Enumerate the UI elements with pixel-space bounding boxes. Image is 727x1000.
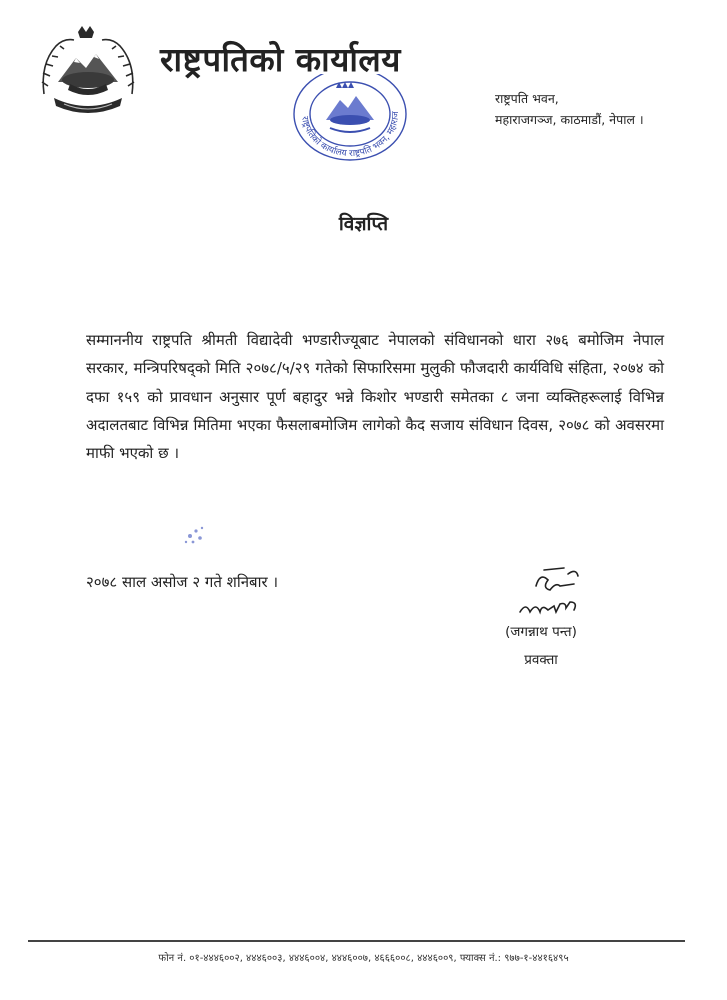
footer-contacts: फोन नं. ०१-४४४६००२, ४४४६००३, ४४४६००४, ४४४६००७, ४६६६००८, ४४४६००९, फ्याक्स नं.: ९७७-१-४४१६४९५ (158, 953, 569, 964)
address-line-1: राष्ट्रपति भवन, (495, 91, 559, 106)
national-emblem-icon (34, 24, 142, 120)
stamp-text: राष्ट्रपतिको कार्यालय राष्ट्रपति भवन, महाराज (299, 111, 402, 160)
office-stamp (290, 74, 410, 164)
address-line-2: महाराजगञ्ज, काठमाडौं, नेपाल । (495, 112, 644, 127)
notice-heading: विज्ञप्ति (338, 213, 389, 235)
signatory-name: (जगन्नाथ पन्त) (505, 624, 577, 640)
office-title: राष्ट्रपतिको कार्यालय (160, 40, 401, 79)
handwritten-signature (510, 564, 615, 620)
notice-date: २०७८ साल असोज २ गते शनिबार । (86, 573, 279, 591)
signatory-role: प्रवक्ता (524, 652, 558, 668)
notice-body: सम्माननीय राष्ट्रपति श्रीमती विद्यादेवी भण्डारीज्यूबाट नेपालको संविधानको धारा २७६ बमोजिम नेपाल सरकार, मन्त्रिपरिषद्को मिति २०७८/५/२९ गतेको सिफारिसमा मुलुकी फौजदारी कार्यविधि संहिता, २०७४ को दफा १५९ को प्रावधान अनुसार पूर्ण बहादुर भन्ने किशोर भण्डारी समेतका ८ जना व्यक्तिहरूलाई विभिन्न अदालतबाट विभिन्न मितिमा भएका फैसलाबमोजिम लागेको कैद सजाय संविधान दिवस, २०७८ को अवसरमा माफी भएको छ । (86, 331, 664, 463)
office-address (495, 88, 644, 130)
ink-smudge (180, 522, 210, 548)
footer-divider (28, 940, 685, 942)
